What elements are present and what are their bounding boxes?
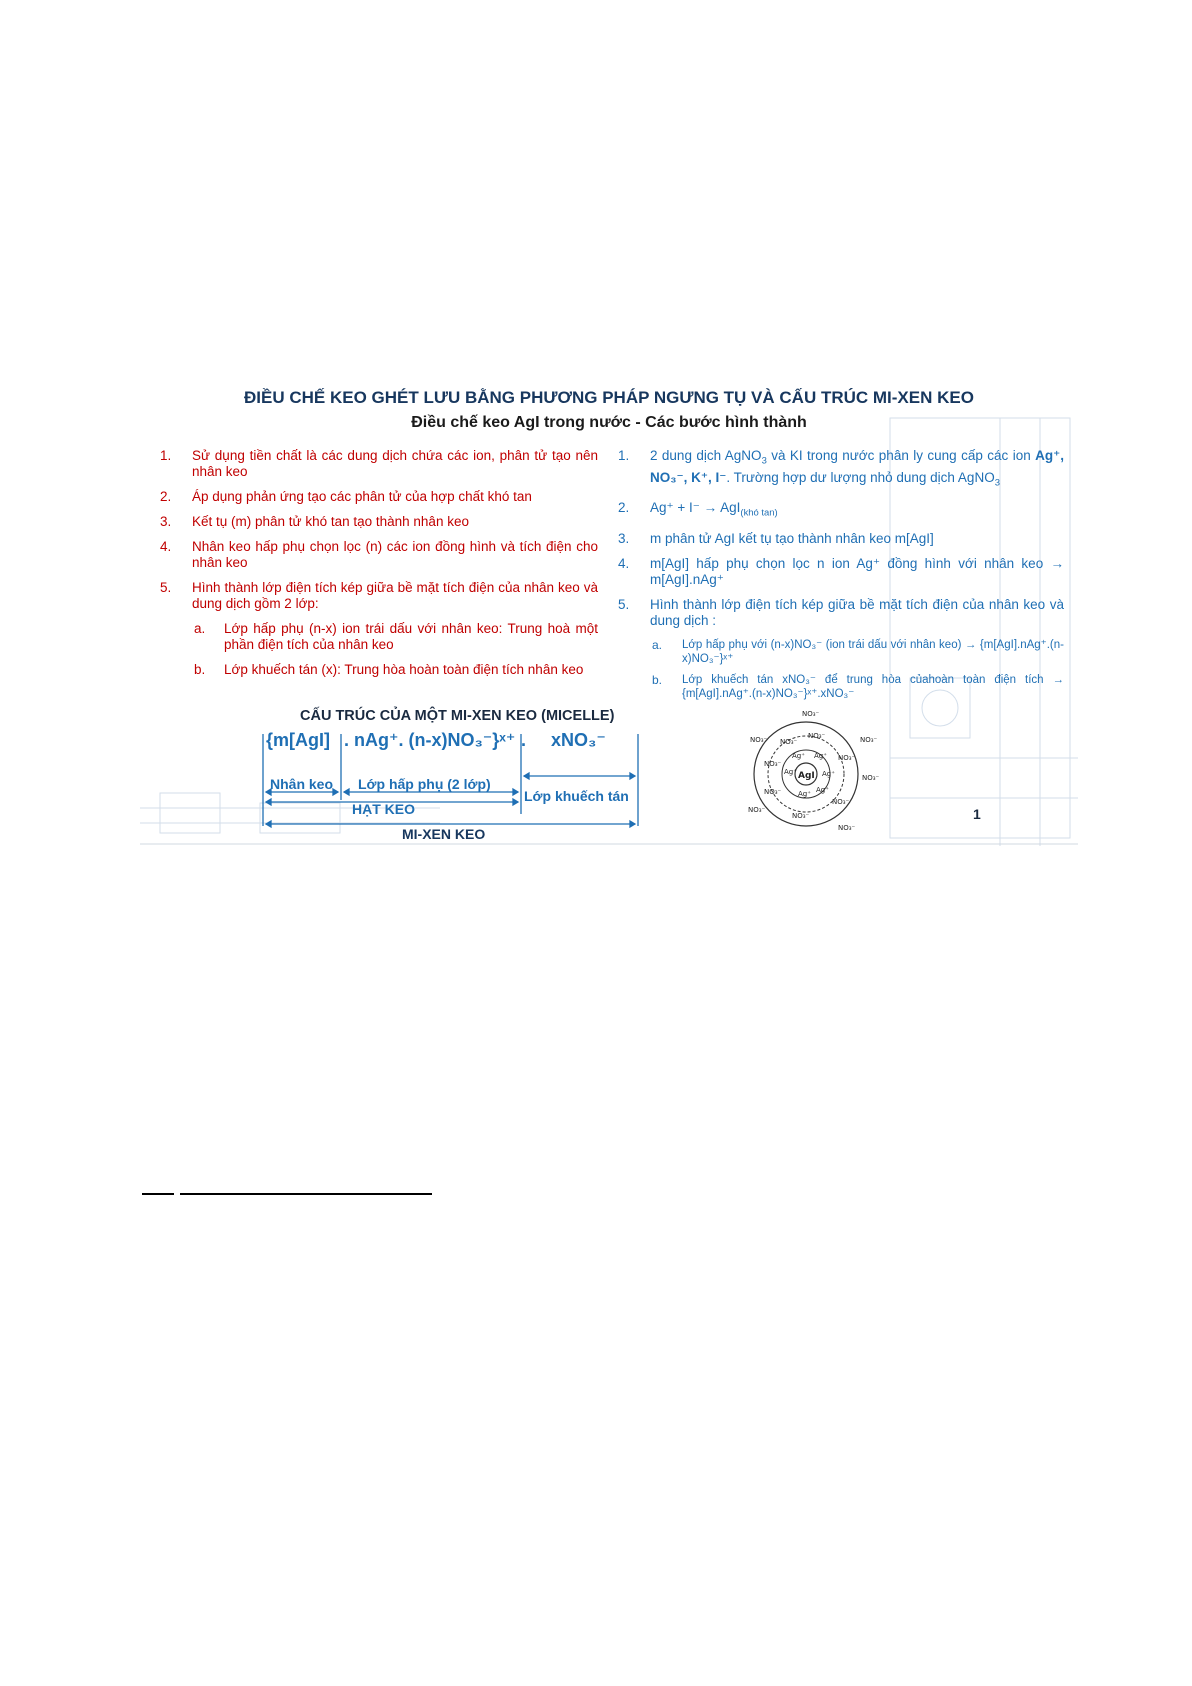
right-step: 2. Ag⁺ + I⁻ → AgI$_{(khó tan)}$ <box>618 500 778 520</box>
no3-ion-label: NO₃⁻ <box>764 760 782 768</box>
arrowhead <box>266 821 271 827</box>
slide-subtitle: Điều chế keo AgI trong nước - Các bước hình thành <box>411 414 807 431</box>
formula-diffuse: xNO₃⁻ <box>551 730 606 750</box>
micelle-core-label: AgI <box>798 771 815 781</box>
left-substep: a. Lớp hấp phụ (n-x) ion trái dấu với nhân keo: Trung hoà một phần điện tích của nhân keo <box>194 621 598 652</box>
slide-title: ĐIỀU CHẾ KEO GHÉT LƯU BẰNG PHƯƠNG PHÁP NGƯNG TỤ VÀ CẤU TRÚC MI-XEN KEO <box>244 388 974 407</box>
arrowhead <box>630 821 635 827</box>
left-step: 3. Kết tụ (m) phân tử khó tan tạo thành nhân keo <box>160 514 469 529</box>
slide <box>140 378 1078 846</box>
arrowhead <box>513 789 518 795</box>
right-step: 4. m[AgI] hấp phụ chọn lọc n ion Ag⁺ đồng hình với nhân keo → m[AgI].nAg⁺ <box>618 556 1064 588</box>
ag-ion-label: Ag⁺ <box>822 770 835 778</box>
label-adsorption: Lớp hấp phụ (2 lớp) <box>358 776 491 792</box>
page-number: 1 <box>973 806 981 822</box>
label-nucleus: Nhân keo <box>270 776 334 792</box>
arrowhead <box>513 799 518 805</box>
left-step: 1. Sử dụng tiền chất là các dung dịch chứa các ion, phân tử tạo nên nhân keo <box>160 448 598 479</box>
arrowhead <box>344 789 349 795</box>
left-step: 5. Hình thành lớp điện tích kép giữa bề mặt tích điện của nhân keo và dung dịch gồm 2 lớp: <box>160 580 598 611</box>
formula-nucleus: {m[AgI] <box>266 730 330 750</box>
label-particle: HẠT KEO <box>352 801 415 817</box>
right-substep: b. Lớp khuếch tán xNO₃⁻ để trung hòa củahoàn toàn điện tích → {m[AgI].nAg⁺.(n-x)NO₃⁻}ˣ⁺.xNO₃⁻ <box>652 673 1064 701</box>
right-step: 5. Hình thành lớp điện tích kép giữa bề mặt tích điện của nhân keo và dung dịch : <box>618 597 1064 629</box>
right-step: 3. m phân tử AgI kết tụ tạo thành nhân keo m[AgI] <box>618 531 934 547</box>
no3-ion-label: NO₃⁻ <box>838 824 856 832</box>
no3-ion-label: NO₃⁻ <box>862 774 880 782</box>
left-step: 4. Nhân keo hấp phụ chọn lọc (n) các ion đồng hình và tích điện cho nhân keo <box>160 539 598 570</box>
no3-ion-label: NO₃⁻ <box>780 738 798 746</box>
ag-ion-label: Ag⁺ <box>814 752 827 760</box>
ag-ion-label: Ag⁺ <box>792 752 805 760</box>
formula-adsorption: . nAg⁺. (n-x)NO₃⁻}ˣ⁺ <box>344 730 516 750</box>
ag-ion-label: Ag⁺ <box>784 768 797 776</box>
no3-ion-label: NO₃⁻ <box>860 736 878 744</box>
right-substep: a. Lớp hấp phụ với (n-x)NO₃⁻ (ion trái dấu với nhân keo) → {m[AgI].nAg⁺.(n-x)NO₃⁻}ˣ⁺ <box>652 638 1064 666</box>
no3-ion-label: NO₃⁻ <box>808 732 826 740</box>
no3-ion-label: NO₃⁻ <box>750 736 768 744</box>
ag-ion-label: Ag⁺ <box>798 790 811 798</box>
label-diffuse: Lớp khuếch tán <box>524 788 629 804</box>
arrowhead <box>524 773 529 779</box>
arrowhead <box>333 789 338 795</box>
footnote-rule-short <box>142 1193 174 1195</box>
footnote-rule-long <box>180 1193 432 1195</box>
label-micelle: MI-XEN KEO <box>402 826 486 842</box>
no3-ion-label: NO₃⁻ <box>838 754 856 762</box>
no3-ion-label: NO₃⁻ <box>748 806 766 814</box>
no3-ion-label: NO₃⁻ <box>802 710 820 718</box>
structure-title: CẤU TRÚC CỦA MỘT MI-XEN KEO (MICELLE) <box>300 708 615 724</box>
left-substep: b. Lớp khuếch tán (x): Trung hòa hoàn toàn điện tích nhân keo <box>194 662 584 677</box>
no3-ion-label: NO₃⁻ <box>764 788 782 796</box>
no3-ion-label: NO₃⁻ <box>792 812 810 820</box>
formula-dot: . <box>521 730 527 750</box>
left-step: 2. Áp dụng phản ứng tạo các phân tử của hợp chất khó tan <box>160 489 532 504</box>
arrowhead <box>630 773 635 779</box>
no3-ion-label: NO₃⁻ <box>832 798 850 806</box>
ag-ion-label: Ag⁺ <box>816 786 829 794</box>
micelle-diagram <box>742 708 892 836</box>
arrowhead <box>266 799 271 805</box>
right-step: 1. 2 dung dịch AgNO$_3$ và KI trong nước phân ly cung cấp các ion Ag⁺, NO₃⁻, K⁺, I⁻. Trường hợp dư lượng nhỏ dung dịch AgNO$_3$ <box>618 448 1064 489</box>
